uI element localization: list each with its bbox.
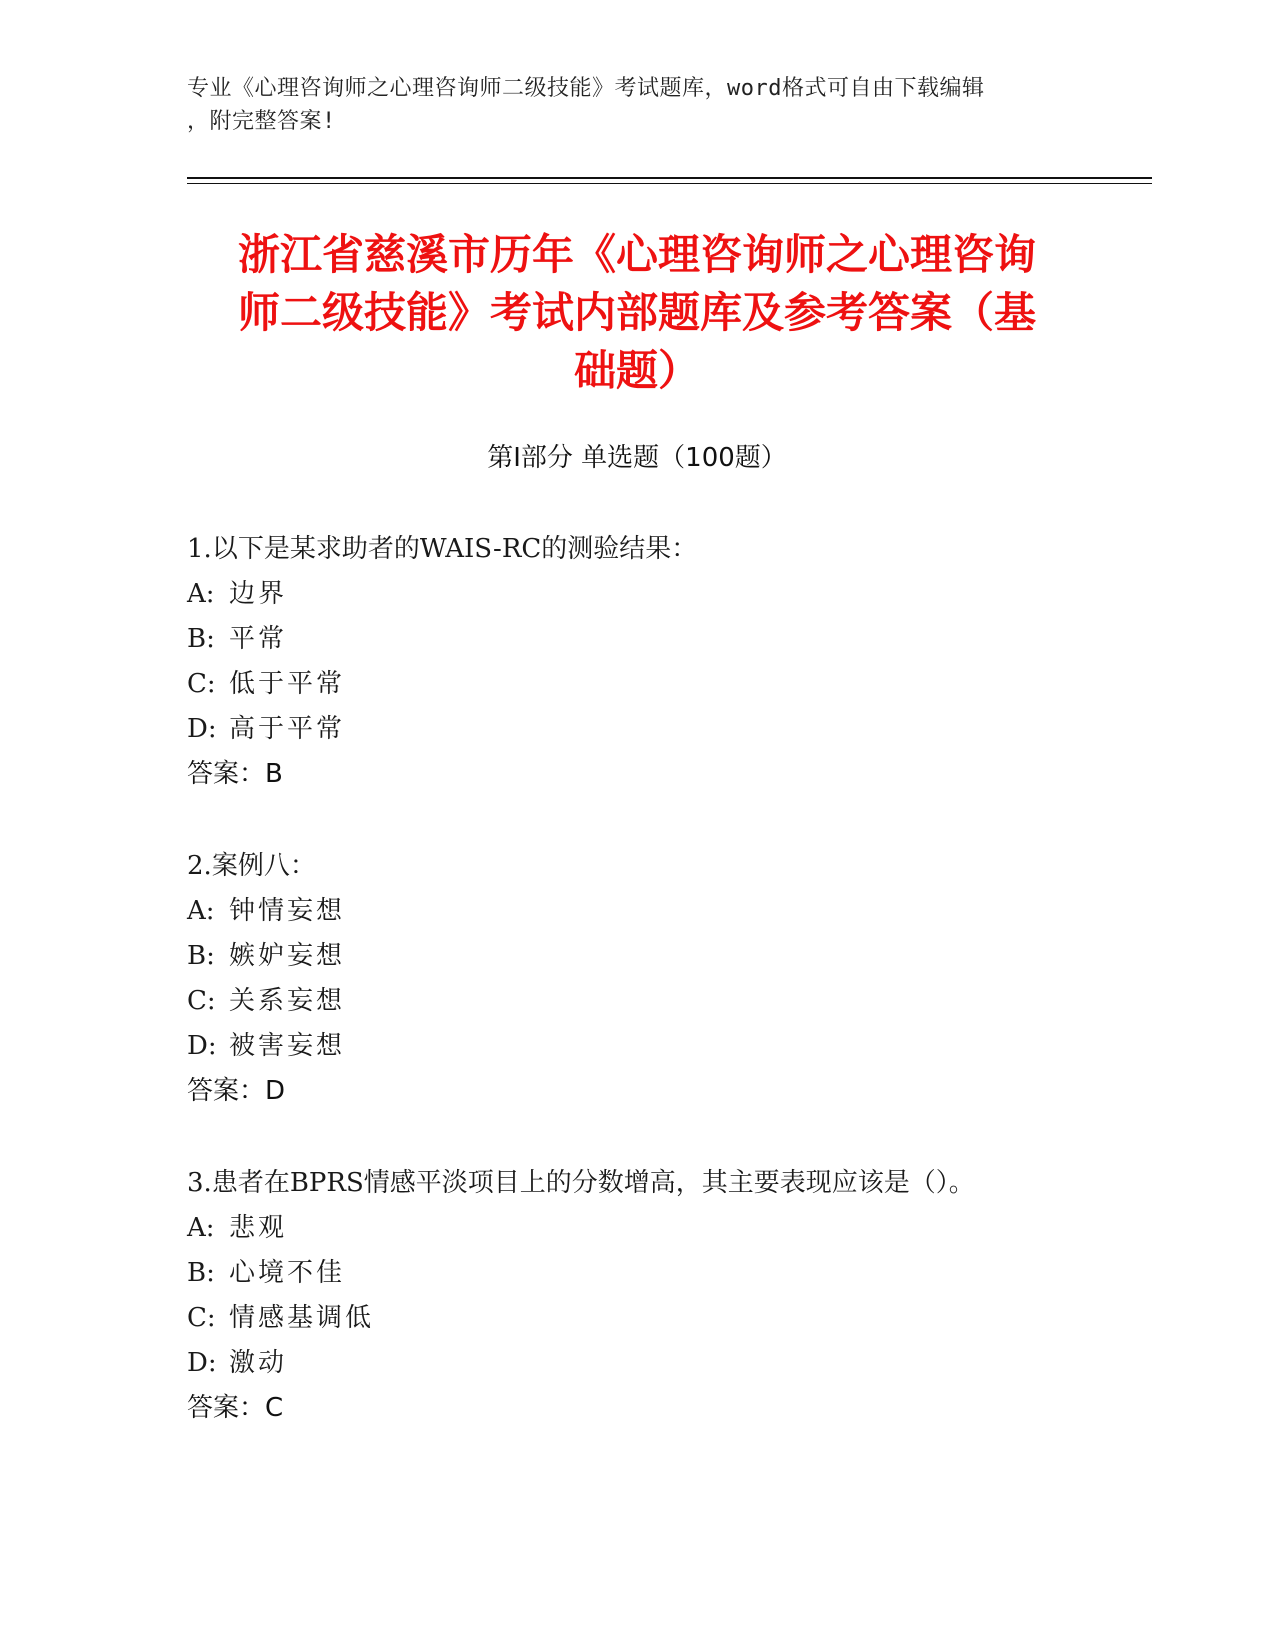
option-c xyxy=(187,1296,1147,1341)
option-a xyxy=(187,889,1147,934)
question-text: 以下是某求助者的WAIS-RC的测验结果： xyxy=(211,534,698,564)
question-2 xyxy=(187,844,1147,1114)
document-title xyxy=(187,226,1087,400)
answer-label: 答案： xyxy=(187,1076,266,1106)
option-d xyxy=(187,707,1147,752)
option-letter: A: xyxy=(187,1213,215,1243)
section-heading: 第Ⅰ部分 单选题（100题） xyxy=(487,443,787,473)
option-letter: C: xyxy=(187,669,216,699)
option-text: 嫉妒妄想 xyxy=(229,941,346,971)
option-letter: D: xyxy=(187,1031,217,1061)
option-letter: D: xyxy=(187,714,217,744)
question-number: 3. xyxy=(187,1168,212,1198)
document-title-line-2: 师二级技能》考试内部题库及参考答案（基 xyxy=(237,288,1036,337)
answer-line xyxy=(187,752,1147,797)
header-note xyxy=(187,72,1087,138)
option-letter: A: xyxy=(187,896,215,926)
option-text: 钟情妄想 xyxy=(229,896,346,926)
header-divider-thin xyxy=(187,183,1152,184)
question-number: 1. xyxy=(187,534,212,564)
document-title-line-1: 浙江省慈溪市历年《心理咨询师之心理咨询 xyxy=(237,230,1036,279)
answer-value: B xyxy=(265,759,283,789)
option-c xyxy=(187,662,1147,707)
question-stem xyxy=(187,527,1147,572)
option-d xyxy=(187,1341,1147,1386)
question-list xyxy=(187,527,1147,1478)
option-b xyxy=(187,1251,1147,1296)
option-c xyxy=(187,979,1147,1024)
question-stem xyxy=(187,1161,1147,1206)
option-text: 高于平常 xyxy=(229,714,346,744)
answer-label: 答案： xyxy=(187,1393,266,1423)
option-d xyxy=(187,1024,1147,1069)
question-text: 案例八： xyxy=(211,851,316,881)
option-text: 平常 xyxy=(229,624,288,654)
option-text: 情感基调低 xyxy=(229,1303,375,1333)
option-letter: B: xyxy=(187,941,215,971)
option-text: 激动 xyxy=(229,1348,288,1378)
option-text: 被害妄想 xyxy=(229,1031,346,1061)
option-a xyxy=(187,1206,1147,1251)
question-1 xyxy=(187,527,1147,797)
answer-value: C xyxy=(265,1393,284,1423)
answer-label: 答案： xyxy=(187,759,266,789)
option-text: 心境不佳 xyxy=(229,1258,346,1288)
document-title-line-3: 础题） xyxy=(573,346,700,395)
option-letter: D: xyxy=(187,1348,217,1378)
option-text: 低于平常 xyxy=(229,669,346,699)
option-text: 悲观 xyxy=(229,1213,288,1243)
option-letter: C: xyxy=(187,986,216,1016)
option-text: 边界 xyxy=(229,579,288,609)
option-b xyxy=(187,934,1147,979)
answer-line xyxy=(187,1069,1147,1114)
option-letter: A: xyxy=(187,579,215,609)
header-note-line-1: 专业《心理咨询师之心理咨询师二级技能》考试题库，word格式可自由下载编辑 xyxy=(187,76,985,101)
question-text: 患者在BPRS情感平淡项目上的分数增高，其主要表现应该是（）。 xyxy=(211,1168,975,1198)
header-divider-thick xyxy=(187,177,1152,179)
question-number: 2. xyxy=(187,851,212,881)
option-b xyxy=(187,617,1147,662)
option-letter: B: xyxy=(187,1258,215,1288)
option-letter: B: xyxy=(187,624,215,654)
header-note-line-2: ，附完整答案! xyxy=(187,109,336,134)
answer-line xyxy=(187,1386,1147,1431)
option-text: 关系妄想 xyxy=(229,986,346,1016)
answer-value: D xyxy=(265,1076,286,1106)
question-stem xyxy=(187,844,1147,889)
option-a xyxy=(187,572,1147,617)
question-3 xyxy=(187,1161,1147,1431)
option-letter: C: xyxy=(187,1303,216,1333)
